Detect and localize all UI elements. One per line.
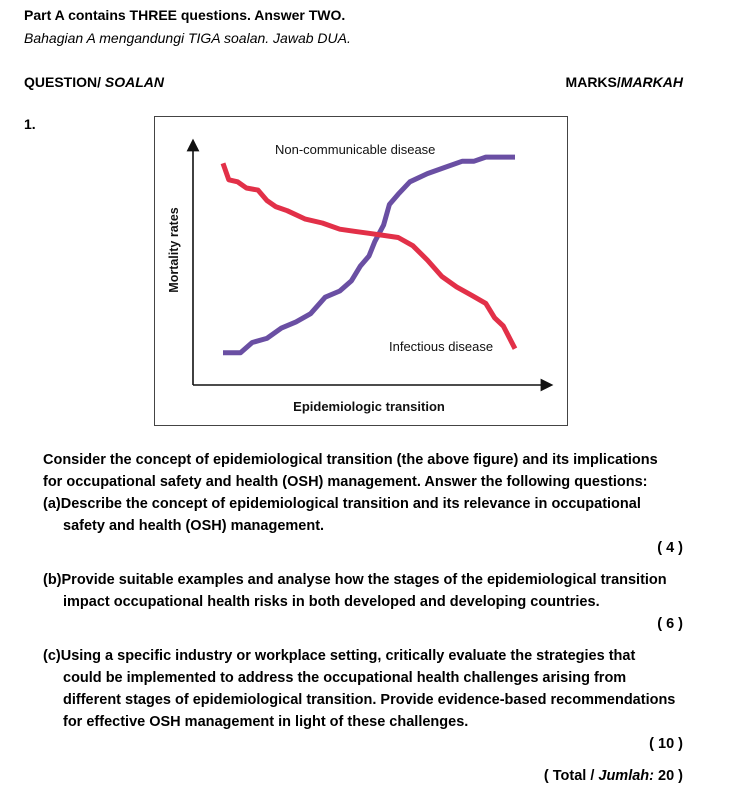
part-b-label: (b) (43, 572, 62, 588)
question-label-ms: SOALAN (101, 74, 165, 90)
question-label-en: QUESTION/ (24, 74, 102, 90)
question-intro (43, 449, 658, 493)
total-marks (544, 765, 683, 787)
part-c-line: different stages of epidemiological transition. Provide evidence-based recommendations (63, 692, 676, 708)
instruction-en: Part A contains THREE questions. Answer TWO. (24, 7, 346, 23)
part-c (43, 645, 675, 733)
part-a-line: safety and health (OSH) management. (63, 518, 325, 534)
part-c-line: for effective OSH management in light of these challenges. (63, 714, 469, 730)
marks-column-header (566, 74, 683, 90)
part-b-line: Provide suitable examples and analyse how the stages of the epidemiological transition (61, 572, 667, 588)
instruction-ms: Bahagian A mengandungi TIGA soalan. Jawab DUA. (24, 30, 351, 46)
epidemiologic-transition-figure (154, 116, 568, 426)
series-line-non-communicable (223, 157, 515, 353)
annotation-non-communicable: Non-communicable disease (275, 142, 436, 157)
part-b-marks: ( 6 ) (657, 616, 683, 632)
marks-label-en: MARKS/ (565, 74, 621, 90)
epidemiologic-transition-chart (155, 117, 566, 424)
part-c-marks: ( 10 ) (649, 736, 683, 752)
part-c-label: (c) (43, 648, 61, 664)
total-prefix: ( Total / (543, 768, 599, 784)
part-a-label: (a) (43, 496, 61, 512)
part-b (43, 569, 667, 613)
part-c-line: Using a specific industry or workplace setting, critically evaluate the strategies that (60, 648, 636, 664)
y-axis-label: Mortality rates (167, 207, 181, 293)
annotation-infectious: Infectious disease (389, 339, 494, 354)
part-a-marks: ( 4 ) (657, 540, 683, 556)
part-a-line: Describe the concept of epidemiological transition and its relevance in occupational (60, 496, 641, 512)
intro-line: for occupational safety and health (OSH) management. Answer the following questions: (43, 474, 648, 490)
question-column-header (24, 74, 164, 90)
marks-label-ms: MARKAH (620, 74, 683, 90)
intro-line: Consider the concept of epidemiological transition (the above figure) and its implications (43, 452, 658, 468)
part-a (43, 493, 641, 537)
total-label-ms: Jumlah: (598, 768, 654, 784)
question-number: 1. (24, 116, 36, 132)
part-b-line: impact occupational health risks in both developed and developing countries. (63, 594, 600, 610)
x-axis-label: Epidemiologic transition (293, 399, 445, 414)
total-value: 20 ) (653, 768, 683, 784)
part-c-line: could be implemented to address the occupational health challenges arising from (63, 670, 627, 686)
